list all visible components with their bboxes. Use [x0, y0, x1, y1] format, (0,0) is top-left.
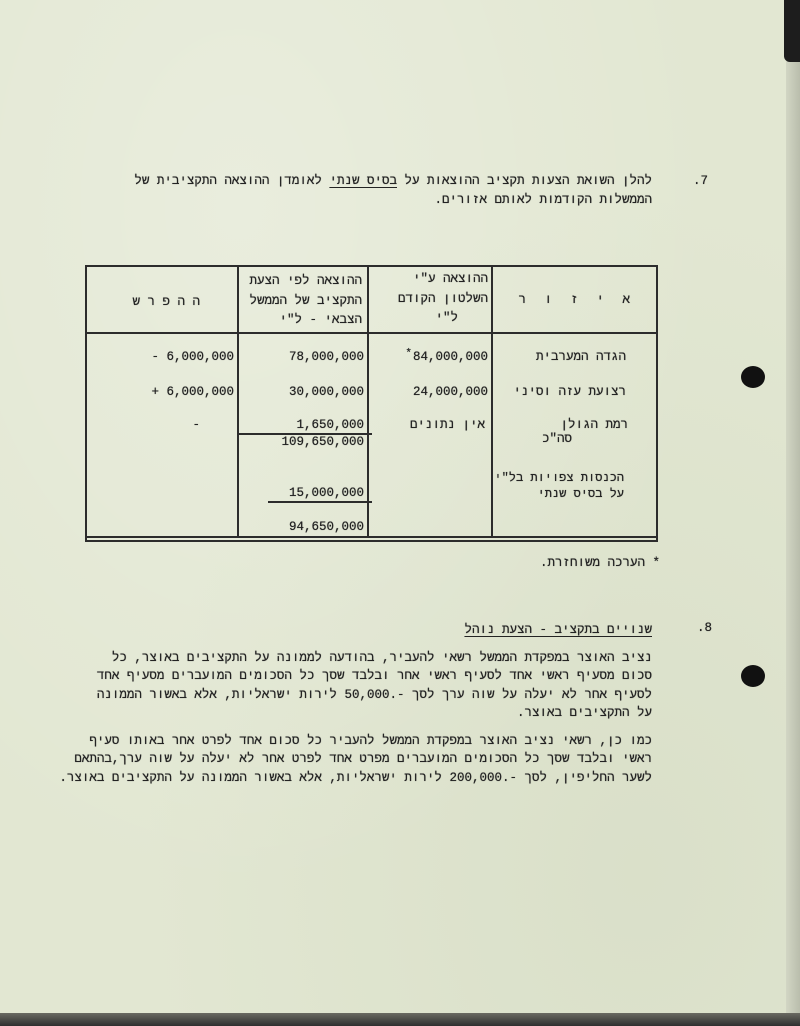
cell-difference: + 6,000,000: [151, 385, 234, 399]
income-value: 15,000,000: [288, 486, 364, 500]
header-region: א י ז ו ר: [518, 293, 630, 307]
header-previous: ל"י: [435, 311, 458, 325]
header-previous: ההוצאה ע"י: [412, 272, 488, 286]
item7-underlined-text: בסיס שנתי: [329, 174, 397, 188]
subtotal-rule: [268, 501, 372, 503]
cell-previous-value: 84,000,000: [412, 350, 488, 364]
income-label: הכנסות צפויות בל"י: [494, 471, 624, 485]
header-proposal: ההוצאה לפי הצעת: [249, 274, 362, 288]
punch-hole: [741, 665, 765, 687]
item-number: 7.: [693, 174, 709, 188]
table-rule-bottom: [85, 536, 658, 538]
cell-region: רמת הגולן: [560, 418, 628, 432]
table-rule-right: [656, 265, 658, 540]
footnote-text: הערכה משוחזרת.: [539, 556, 645, 570]
table-rule-top: [85, 265, 658, 267]
net-value: 94,650,000: [288, 520, 364, 534]
cell-region: הגדה המערבית: [535, 350, 626, 364]
table-rule-header: [85, 332, 658, 334]
table-rule-bottom: [85, 540, 658, 542]
item-number: 8.: [697, 621, 713, 635]
paragraph-line: לסעיף אחר לא יעלה על שוה ערך לסך -.50,000 לירות ישראליות, אלא באשור הממונה: [96, 688, 652, 702]
cell-region: רצועת עזה וסיני: [513, 385, 626, 399]
scan-edge-right: [786, 0, 800, 1026]
cell-previous: אין נתונים: [409, 418, 485, 432]
cell-difference: - 6,000,000: [151, 350, 234, 364]
paragraph-line: סכום מסעיף ראשי אחד לסעיף ראשי אחר ובלבד שסך כל הסכומים המועברים מסעיף אחד: [96, 669, 652, 683]
paragraph-line: ראשי ובלבד שסך כל הסכומים המועברים מפרט אחד לפרט אחר לא יעלה על שוה ערך,בהתאם: [74, 752, 652, 766]
item7-line: [134, 173, 652, 189]
footnote-marker: *: [652, 556, 660, 570]
cell-previous: 24,000,000: [412, 385, 488, 399]
header-difference: ה ה פ ר ש: [132, 295, 200, 309]
paragraph-line: כמו כן, רשאי נציב האוצר במפקדת הממשל להעביר כל סכום אחד לפרט אחר באותו סעיף: [89, 734, 652, 748]
cell-previous: [405, 349, 488, 366]
item7-text-end: לאומדן ההוצאה התקציבית של: [134, 174, 330, 188]
table-rule-column: [491, 265, 493, 536]
paragraph-line: על התקציבים באוצר.: [516, 706, 652, 720]
scan-edge-bottom: [0, 1013, 800, 1026]
scan-smudge-top-right: [784, 0, 800, 62]
item7-line: הממשלות הקודמות לאותם אזורים.: [434, 193, 652, 207]
item7-text-start: להלן השואת הצעות תקציב ההוצאות על: [396, 174, 652, 188]
item8-heading: שנויים בתקציב - הצעת נוהל: [464, 623, 652, 637]
paragraph-line: לשער החליפין, לסך -.200,000 לירות ישראליות, אלא באשור הממונה על התקציבים באוצר.: [59, 771, 652, 785]
footnote: [540, 555, 660, 571]
income-label: על בסיס שנתי: [537, 487, 624, 501]
estimate-marker: *: [405, 348, 412, 360]
table-rule-column: [237, 265, 239, 536]
cell-proposal: 1,650,000: [296, 418, 364, 432]
header-proposal: הצבאי - ל"י: [279, 313, 362, 327]
header-proposal: התקציב של הממשל: [249, 294, 362, 308]
cell-proposal: 30,000,000: [288, 385, 364, 399]
table-rule-left: [85, 265, 87, 540]
paragraph-line: נציב האוצר במפקדת הממשל רשאי להעביר, בהודעה לממונה על התקציבים באוצר, כל: [111, 651, 652, 665]
header-previous: השלטון הקודם: [397, 292, 488, 306]
punch-hole: [741, 366, 765, 388]
total-label: סה"כ: [541, 432, 572, 446]
cell-difference: -: [192, 418, 200, 432]
budget-comparison-table: [85, 265, 658, 542]
total-value: 109,650,000: [281, 435, 364, 449]
cell-proposal: 78,000,000: [288, 350, 364, 364]
table-rule-column: [367, 265, 369, 536]
